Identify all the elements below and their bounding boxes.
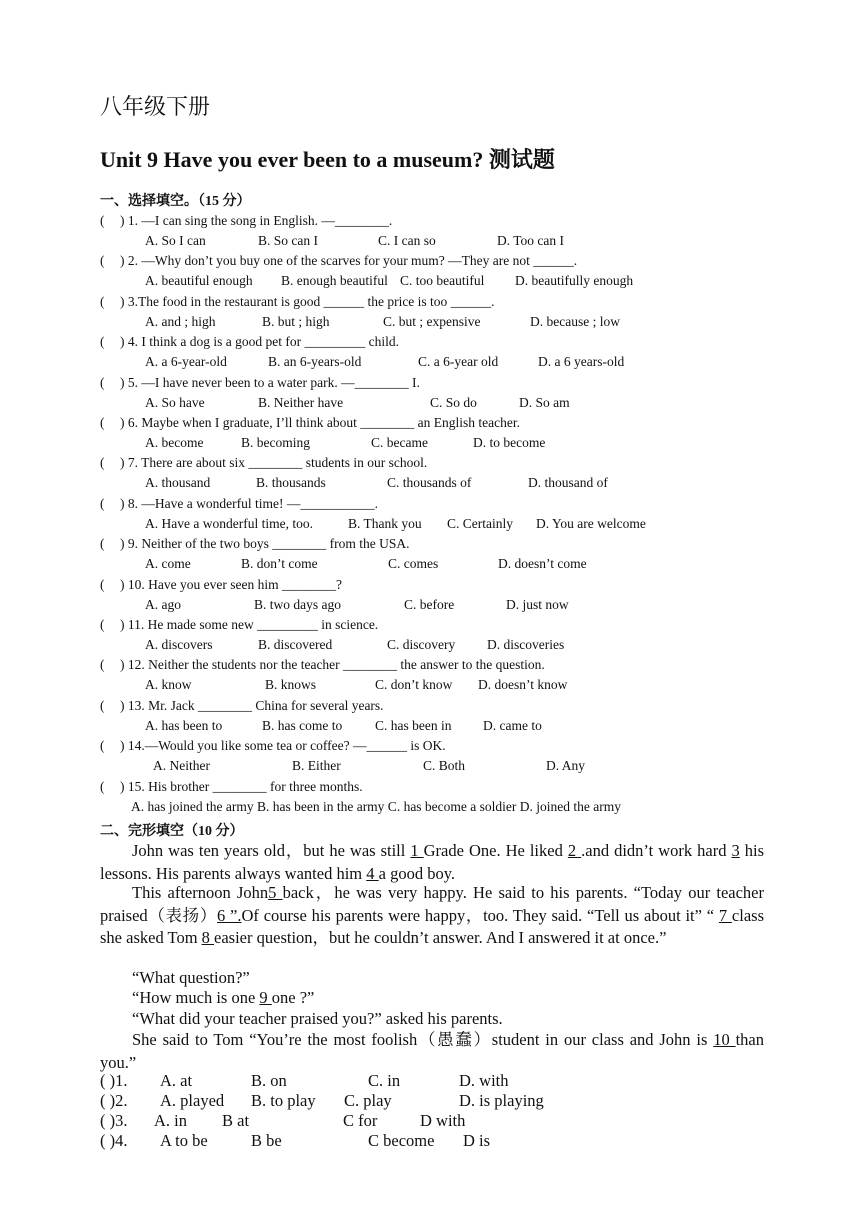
option-b: B. discovered [258, 637, 333, 652]
question-stem: ) 14.—Would you like some tea or coffee? —______ is OK. [120, 738, 446, 754]
option-a: A. beautiful enough [145, 273, 253, 289]
cloze-answer-1: ( )1. [100, 1071, 128, 1090]
option-a: A. Have a wonderful time, too. [145, 515, 313, 531]
cloze-option-a: A. at [160, 1071, 193, 1090]
option-d: D. because ; low [530, 313, 620, 329]
option-a: A. know [145, 677, 192, 693]
option-c: C. too beautiful [400, 273, 485, 289]
blank-10: 10 [713, 1030, 736, 1049]
cloze-option-d: D with [420, 1111, 466, 1130]
cloze-option-c: C. play [344, 1091, 392, 1110]
answer-bracket: ( [100, 293, 105, 309]
option-b: B. an 6-years-old [268, 354, 362, 370]
blank-3: 3 [731, 841, 740, 860]
option-b: B. thousands [256, 475, 326, 491]
option-a: A. discovers [145, 637, 213, 652]
blank-4: 4 [366, 863, 379, 883]
answer-bracket: ( [100, 536, 105, 552]
cloze-answer-2: ( )2. [100, 1091, 128, 1110]
option-d: D. doesn’t know [478, 677, 568, 693]
answer-bracket: ( [100, 213, 105, 228]
option-a: A. thousand [145, 475, 211, 491]
cloze-line-5: “What did your teacher praised you?” asked his parents. [132, 1009, 503, 1028]
option-d: D. came to [483, 717, 542, 733]
question-15 [100, 779, 363, 795]
question-1 [100, 213, 392, 229]
option-c: C. Both [423, 758, 466, 774]
option-c: C. comes [388, 556, 439, 572]
question-stem: ) 2. —Why don’t you buy one of the scarves for your mum? —They are not ______. [120, 253, 578, 269]
unit-title: Unit 9 Have you ever been to a museum? 测试题 [100, 147, 555, 172]
option-d: D. a 6 years-old [538, 354, 625, 370]
question-10 [100, 577, 342, 593]
answer-bracket: ( [100, 495, 105, 511]
question-4 [100, 334, 399, 350]
cloze-option-b: B at [222, 1111, 250, 1130]
cloze-option-c: C for [343, 1111, 378, 1130]
option-d: D. thousand of [528, 475, 608, 491]
cloze-option-b: B. on [251, 1071, 287, 1090]
question-stem: ) 15. His brother ________ for three months. [120, 778, 363, 794]
blank-5: 5 [268, 883, 283, 902]
section2-heading: 二、完形填空（10 分） [100, 824, 244, 839]
option-c: C. became [371, 435, 428, 450]
blank-8: 8 [201, 928, 215, 947]
answer-bracket: ( [100, 253, 105, 269]
option-b: B. becoming [241, 435, 310, 450]
cloze-option-c: C. in [368, 1071, 401, 1090]
option-a: A. has joined the army B. has been in the army C. has become a soldier D. joined the army [131, 798, 621, 814]
cloze-option-d: D. with [459, 1071, 509, 1090]
cloze-option-a: A. played [160, 1091, 225, 1110]
option-b: B. Thank you [348, 515, 422, 531]
answer-bracket: ( [100, 455, 105, 471]
option-c: C. discovery [387, 637, 456, 652]
option-b: B. but ; high [262, 313, 330, 329]
option-c: C. I can so [378, 233, 436, 248]
option-d: D. You are welcome [536, 515, 646, 531]
option-d: D. Any [546, 758, 586, 774]
option-a: A. become [145, 435, 204, 450]
option-c: C. but ; expensive [383, 313, 481, 329]
cloze-option-b: B. to play [251, 1091, 316, 1110]
cloze-option-c: C become [368, 1131, 435, 1150]
cloze-paragraph-6: She said to Tom “You’re the most foolish（愚蠢）student in our class and John is 10 than you.” [100, 1030, 764, 1072]
option-b: B. enough beautiful [281, 273, 388, 289]
question-stem: ) 13. Mr. Jack ________ China for several years. [120, 697, 384, 713]
option-c: C. thousands of [387, 475, 472, 491]
option-b: B. Either [292, 758, 341, 774]
option-d: D. to become [473, 435, 546, 450]
cloze-option-b: B be [251, 1131, 282, 1150]
option-c: C. So do [430, 394, 477, 410]
option-d: D. just now [506, 596, 569, 612]
question-stem: ) 7. There are about six ________ students in our school. [120, 455, 428, 471]
question-14 [100, 738, 446, 754]
question-7 [100, 455, 427, 471]
blank-6: 6 ”. [217, 905, 242, 925]
question-9 [100, 536, 409, 552]
cloze-line-4: “How much is one 9 one ?” [132, 988, 315, 1007]
option-c: C. before [404, 596, 455, 612]
question-2 [100, 253, 577, 269]
option-a: A. So have [145, 394, 205, 410]
cloze-option-a: A. in [154, 1111, 187, 1130]
cloze-paragraph-1: John was ten years old，but he was still 1 Grade One. He liked 2 .and didn’t work hard 3 his lessons. His parents always wanted him 4 a good boy. [100, 841, 765, 883]
option-a: A. and ; high [145, 313, 216, 329]
question-stem: ) 1. —I can sing the song in English. —________. [120, 213, 393, 228]
answer-bracket: ( [100, 334, 105, 350]
answer-bracket: ( [100, 738, 105, 754]
option-b: B. knows [265, 677, 317, 693]
question-12 [100, 657, 545, 673]
cloze-line-3: “What question?” [132, 968, 250, 987]
option-c: C. don’t know [375, 677, 453, 693]
cloze-option-a: A to be [160, 1131, 208, 1150]
option-b: B. So can I [258, 233, 318, 248]
answer-bracket: ( [100, 576, 105, 592]
question-stem: ) 10. Have you ever seen him ________? [120, 576, 342, 592]
question-8 [100, 496, 378, 512]
grade-heading: 八年级下册 [100, 95, 211, 120]
question-stem: ) 4. I think a dog is a good pet for _________ child. [120, 334, 399, 350]
blank-9: 9 [259, 988, 272, 1007]
option-b: B. two days ago [254, 596, 341, 612]
section1-heading: 一、选择填空。（15 分） [100, 194, 251, 209]
blank-1: 1 [410, 841, 424, 860]
blank-7: 7 [718, 905, 732, 925]
cloze-answer-4: ( )4. [100, 1131, 128, 1150]
question-stem: ) 5. —I have never been to a water park. —________ I. [120, 374, 420, 390]
option-c: C. has been in [375, 717, 452, 733]
cloze-paragraph-2: This afternoon John5 back，he was very happy. He said to his parents. “Today our teacher praised（表扬）6 ”.Of course his parents were happy，too. They said. “Tell us about it” “ 7 class she asked Tom 8 easier question，but he couldn’t answer. And I answered it at once.” [100, 883, 764, 947]
option-a: A. So I can [145, 233, 206, 248]
option-a: A. Neither [153, 758, 210, 774]
cloze-option-d: D. is playing [459, 1091, 544, 1110]
answer-bracket: ( [100, 657, 105, 673]
question-13 [100, 698, 384, 714]
option-b: B. don’t come [241, 556, 318, 572]
option-a: A. come [145, 556, 191, 572]
question-3 [100, 294, 495, 310]
question-stem: ) 3.The food in the restaurant is good ______ the price is too ______. [120, 293, 495, 309]
cloze-option-d: D is [463, 1131, 491, 1150]
question-11 [100, 617, 378, 633]
answer-bracket: ( [100, 697, 105, 713]
question-6 [100, 415, 520, 431]
option-c: C. Certainly [447, 515, 513, 531]
question-5 [100, 375, 420, 391]
option-a: A. ago [145, 596, 181, 612]
option-d: D. beautifully enough [515, 273, 634, 289]
answer-bracket: ( [100, 415, 105, 430]
question-stem: ) 11. He made some new _________ in science. [120, 617, 379, 632]
answer-bracket: ( [100, 778, 105, 794]
option-d: D. discoveries [487, 637, 565, 652]
option-d: D. So am [519, 394, 570, 410]
option-d: D. doesn’t come [498, 556, 587, 572]
option-b: B. has come to [262, 717, 343, 733]
option-b: B. Neither have [258, 394, 344, 410]
option-a: A. has been to [145, 717, 223, 733]
option-d: D. Too can I [497, 233, 565, 248]
blank-2: 2 [567, 841, 582, 860]
question-stem: ) 12. Neither the students nor the teacher ________ the answer to the question. [120, 657, 545, 673]
question-stem: ) 6. Maybe when I graduate, I’ll think about ________ an English teacher. [120, 415, 521, 430]
cloze-answer-3: ( )3. [100, 1111, 128, 1130]
question-stem: ) 8. —Have a wonderful time! —___________. [120, 495, 378, 511]
option-a: A. a 6-year-old [145, 354, 227, 370]
answer-bracket: ( [100, 374, 105, 390]
option-c: C. a 6-year old [418, 354, 499, 370]
answer-bracket: ( [100, 617, 105, 632]
question-stem: ) 9. Neither of the two boys ________ from the USA. [120, 536, 410, 552]
